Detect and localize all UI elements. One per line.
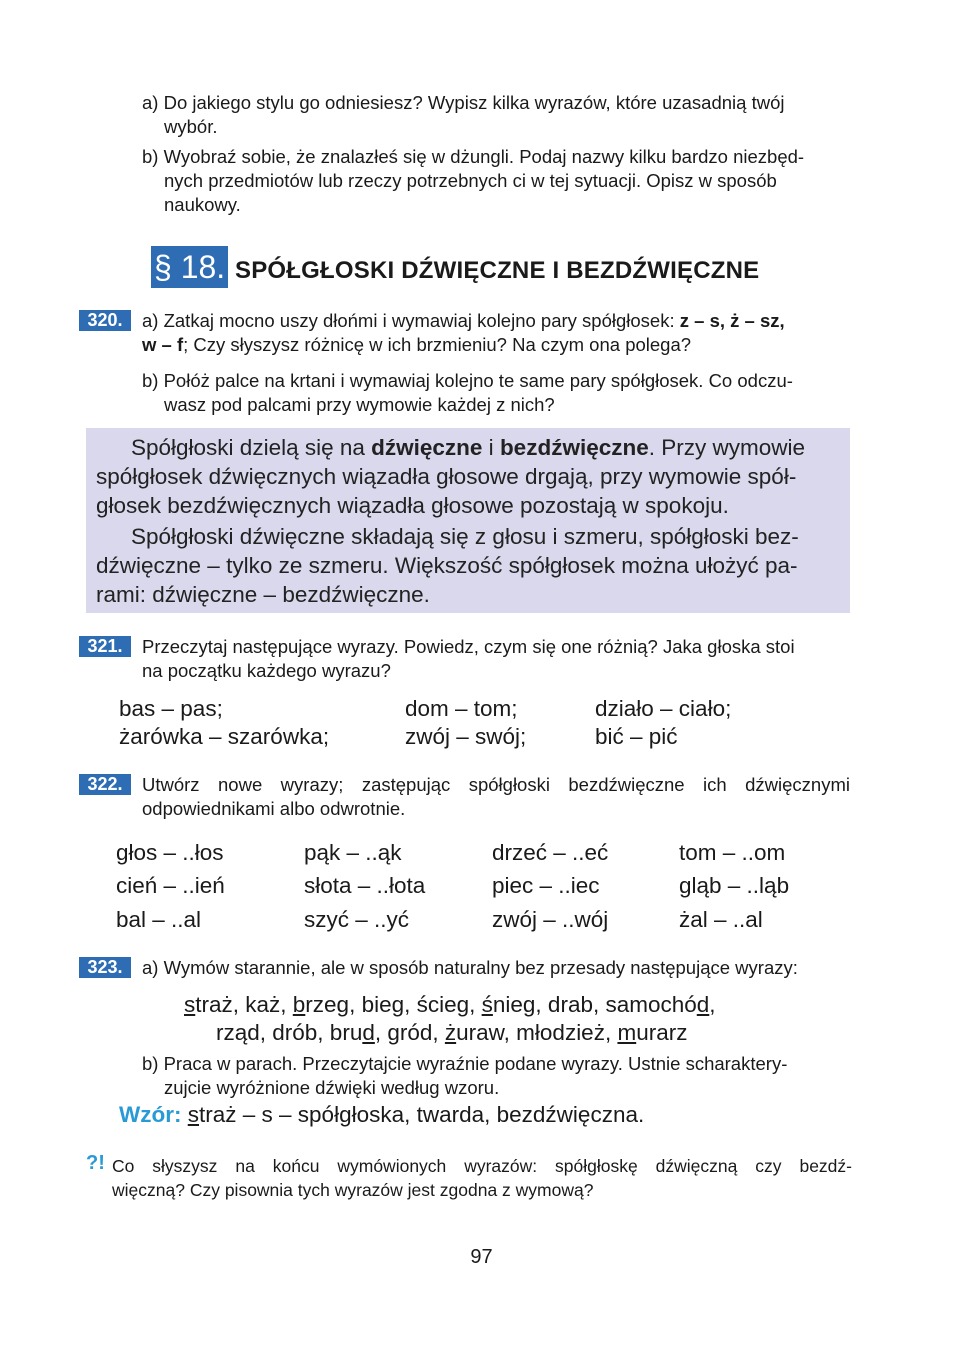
ex322-word-r0c2: drzeć – ..eć bbox=[492, 840, 609, 865]
word-fragment: rząd, drób, bru bbox=[216, 1020, 363, 1045]
ex322-line1: Utwórz nowe wyrazy; zastępując spółgłoski bezdźwięczne ich dźwięcznymi bbox=[142, 774, 850, 795]
rule-paragraph-1 bbox=[96, 433, 842, 520]
wzor-text: traż – s – spółgłoska, twarda, bezdźwięczna. bbox=[199, 1102, 645, 1127]
exercise-322-text bbox=[142, 773, 850, 821]
rule-p1-start: Spółgłoski dzielą się na bbox=[131, 435, 372, 460]
ex320-a-text1: a) Zatkaj mocno uszy dłońmi i wymawiaj kolejno pary spółgłosek: bbox=[142, 310, 680, 331]
closing-question bbox=[112, 1154, 852, 1202]
intro-item-a bbox=[142, 91, 852, 139]
underlined-letter: s bbox=[187, 1102, 199, 1127]
underlined-letter: m bbox=[617, 1020, 637, 1045]
ex323-b-line1: b) Praca w parach. Przeczytajcie wyraźnie podane wyrazy. Ustnie scharaktery- bbox=[142, 1053, 788, 1074]
rule-p2-line2: dźwięczne – tylko ze szmeru. Większość spółgłosek można ułożyć pa- bbox=[96, 553, 798, 578]
ex320-a-text2: ; Czy słyszysz różnicę w ich brzmieniu? Na czym ona polega? bbox=[183, 334, 692, 355]
rule-p1-line2: spółgłosek dźwięcznych wiązadła głosowe drgają, przy wymowie spół- bbox=[96, 464, 797, 489]
rule-p1-end: . Przy wymowie bbox=[648, 435, 806, 460]
exercise-number-323: 323. bbox=[79, 957, 131, 978]
ex322-word-r0c3: tom – ..om bbox=[679, 840, 786, 865]
question-line1: Co słyszysz na końcu wymówionych wyrazów: spółgłoskę dźwięczną czy bezdź- bbox=[112, 1156, 852, 1176]
exercise-number-322: 322. bbox=[79, 774, 131, 795]
section-title: SPÓŁGŁOSKI DŹWIĘCZNE I BEZDŹWIĘCZNE bbox=[235, 257, 760, 284]
intro-b-line1: b) Wyobraź sobie, że znalazłeś się w dżungli. Podaj nazwy kilku bardzo niezbęd- bbox=[142, 146, 805, 167]
word-fragment: , bbox=[709, 992, 716, 1017]
ex323-words-line1 bbox=[184, 991, 716, 1019]
ex322-word-r0c0: głos – ..łos bbox=[116, 840, 224, 865]
ex321-word-r1c2: bić – pić bbox=[595, 724, 678, 749]
ex321-line2: na początku każdego wyrazu? bbox=[142, 660, 391, 681]
word-fragment: , gród, bbox=[374, 1020, 445, 1045]
intro-b-line2: nych przedmiotów lub rzeczy potrzebnych ci w tej sytuacji. Opisz w sposób bbox=[164, 170, 777, 191]
intro-b-line3: naukowy. bbox=[164, 194, 241, 215]
ex322-word-r1c3: gląb – ..ląb bbox=[679, 873, 790, 898]
ex322-word-r2c0: bal – ..al bbox=[116, 907, 202, 932]
intro-item-b bbox=[142, 145, 852, 217]
underlined-letter: s bbox=[184, 992, 196, 1017]
word-fragment: traż, każ, bbox=[195, 992, 293, 1017]
ex320-b-line2: wasz pod palcami przy wymowie każdej z nich? bbox=[164, 394, 555, 415]
ex323-b-line2: zujcie wyróżnione dźwięki według wzoru. bbox=[164, 1077, 500, 1098]
ex321-word-r0c0: bas – pas; bbox=[119, 696, 223, 721]
exercise-number-320: 320. bbox=[79, 310, 131, 331]
rule-p1-line3: głosek bezdźwięcznych wiązadła głosowe pozostają w spokoju. bbox=[96, 493, 729, 518]
rule-paragraph-2 bbox=[96, 522, 842, 609]
ex323-words-line2 bbox=[216, 1019, 687, 1047]
ex323-b bbox=[142, 1052, 854, 1100]
ex320-a-bold2: w – f bbox=[142, 334, 184, 355]
page-number: 97 bbox=[470, 1246, 493, 1268]
underlined-letter: b bbox=[292, 992, 306, 1017]
rule-p2-line1: Spółgłoski dźwięczne składają się z głosu i szmeru, spółgłoski bez- bbox=[131, 524, 799, 549]
underlined-letter: d bbox=[696, 992, 710, 1017]
ex322-word-r1c0: cień – ..ień bbox=[116, 873, 225, 898]
exercise-320-a bbox=[142, 309, 854, 357]
ex321-word-r1c1: zwój – swój; bbox=[405, 724, 527, 749]
ex321-line1: Przeczytaj następujące wyrazy. Powiedz, czym się one różnią? Jaka głoska stoi bbox=[142, 636, 795, 657]
ex322-word-r2c1: szyć – ..yć bbox=[304, 907, 410, 932]
ex321-word-r0c2: działo – ciało; bbox=[595, 696, 732, 721]
underlined-letter: ś bbox=[481, 992, 493, 1017]
ex322-word-r0c1: pąk – ..ąk bbox=[304, 840, 402, 865]
intro-a-line1: a) Do jakiego stylu go odniesiesz? Wypisz kilka wyrazów, które uzasadnią twój bbox=[142, 92, 785, 113]
word-fragment: rzeg, bieg, ścieg, bbox=[305, 992, 482, 1017]
ex321-word-r0c1: dom – tom; bbox=[405, 696, 518, 721]
ex322-word-r1c1: słota – ..łota bbox=[304, 873, 426, 898]
exercise-321-text bbox=[142, 635, 854, 683]
ex322-word-r2c3: żal – ..al bbox=[679, 907, 763, 932]
question-line2: więczną? Czy pisownia tych wyrazów jest zgodna z wymową? bbox=[112, 1180, 594, 1200]
rule-p1-mid: i bbox=[482, 435, 500, 460]
wzor-label: Wzór: bbox=[119, 1102, 182, 1127]
word-fragment: urarz bbox=[636, 1020, 688, 1045]
question-mark-icon: ?! bbox=[86, 1152, 105, 1174]
underlined-letter: ż bbox=[444, 1020, 457, 1045]
exercise-number-321: 321. bbox=[79, 636, 131, 657]
word-fragment: uraw, młodzież, bbox=[456, 1020, 618, 1045]
ex321-word-r1c0: żarówka – szarówka; bbox=[119, 724, 330, 749]
exercise-320-b bbox=[142, 369, 854, 417]
underlined-letter: d bbox=[362, 1020, 375, 1045]
intro-a-line2: wybór. bbox=[164, 116, 218, 137]
ex323-wzor bbox=[119, 1101, 644, 1129]
rule-p2-line3: rami: dźwięczne – bezdźwięczne. bbox=[96, 582, 430, 607]
ex322-word-r2c2: zwój – ..wój bbox=[492, 907, 609, 932]
section-number: § 18. bbox=[151, 246, 228, 288]
ex322-word-r1c2: piec – ..iec bbox=[492, 873, 600, 898]
word-fragment: nieg, drab, samochó bbox=[492, 992, 697, 1017]
rule-term-voiceless: bezdźwięczne bbox=[499, 435, 649, 460]
ex320-b-line1: b) Połóż palce na krtani i wymawiaj kolejno te same pary spółgłosek. Co odczu- bbox=[142, 370, 793, 391]
ex323-a-text: a) Wymów starannie, ale w sposób naturalny bez przesady następujące wyrazy: bbox=[142, 957, 798, 978]
ex322-line2: odpowiednikami albo odwrotnie. bbox=[142, 798, 406, 819]
rule-term-voiced: dźwięczne bbox=[371, 435, 483, 460]
ex320-a-bold1: z – s, ż – sz, bbox=[679, 310, 785, 331]
